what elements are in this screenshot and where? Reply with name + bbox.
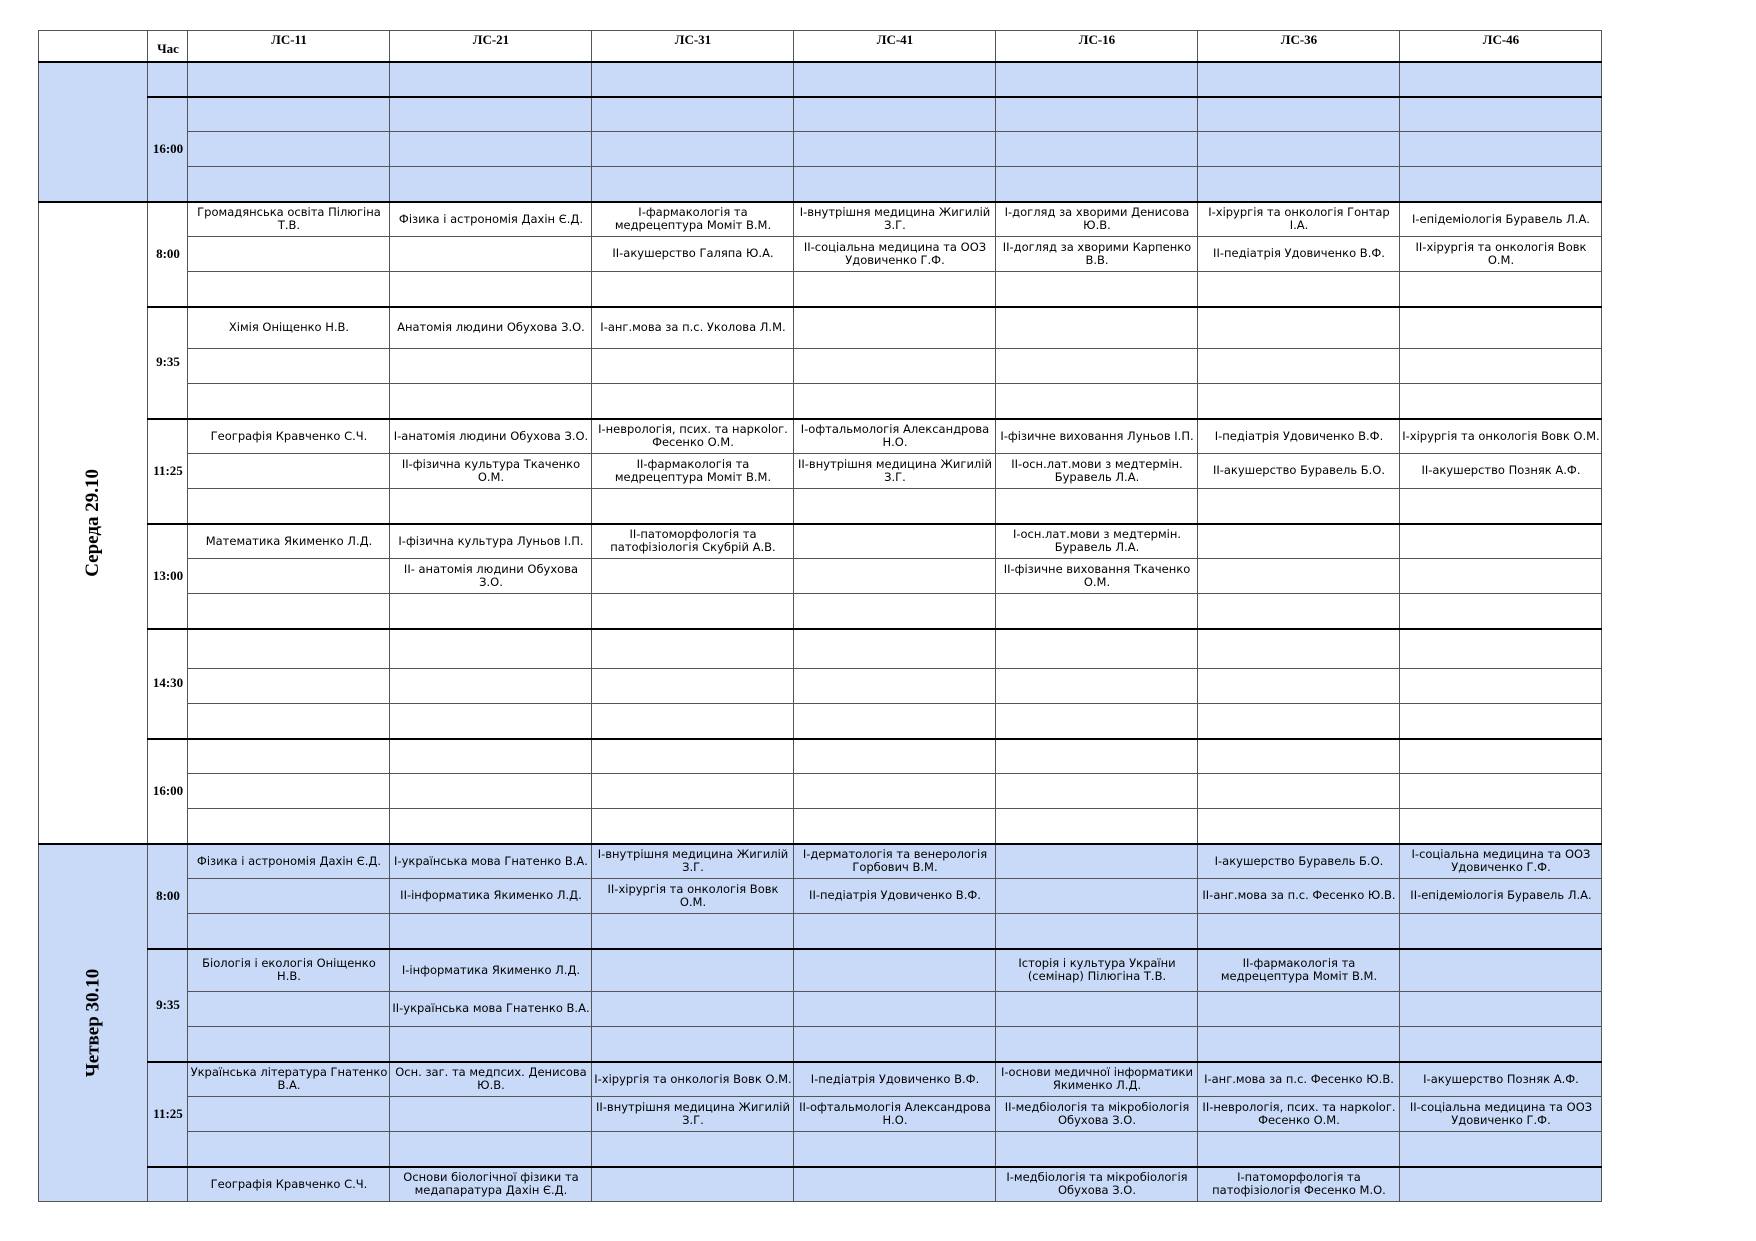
lesson-cell: ІІ-хірургія та онкологія Вовк О.М. bbox=[592, 879, 794, 914]
lesson-cell bbox=[996, 879, 1198, 914]
table-row bbox=[39, 992, 1602, 1027]
lesson-cell bbox=[794, 949, 996, 992]
table-row bbox=[39, 272, 1602, 307]
lesson-cell bbox=[592, 1167, 794, 1202]
lesson-cell bbox=[1400, 949, 1602, 992]
lesson-cell bbox=[996, 594, 1198, 629]
lesson-cell bbox=[1400, 272, 1602, 307]
day-label: Четвер 30.10 bbox=[82, 968, 104, 1077]
lesson-cell: ІІ-педіатрія Удовиченко В.Ф. bbox=[1198, 237, 1400, 272]
lesson-cell: ІІ-офтальмологія Александрова Н.О. bbox=[794, 1097, 996, 1132]
lesson-cell bbox=[592, 97, 794, 132]
lesson-cell bbox=[188, 774, 390, 809]
day-cell bbox=[39, 844, 148, 1202]
table-row bbox=[39, 669, 1602, 704]
lesson-cell bbox=[794, 349, 996, 384]
lesson-cell bbox=[996, 992, 1198, 1027]
lesson-cell bbox=[794, 272, 996, 307]
lesson-cell bbox=[1198, 307, 1400, 349]
lesson-cell: ІІ-анг.мова за п.с. Фесенко Ю.В. bbox=[1198, 879, 1400, 914]
lesson-cell: І-українська мова Гнатенко В.А. bbox=[390, 844, 592, 879]
table-row bbox=[39, 489, 1602, 524]
lesson-cell bbox=[390, 1132, 592, 1167]
lesson-cell bbox=[592, 1132, 794, 1167]
lesson-cell bbox=[592, 914, 794, 949]
lesson-cell bbox=[592, 704, 794, 739]
lesson-cell: Українська література Гнатенко В.А. bbox=[188, 1062, 390, 1097]
lesson-cell: ІІ- анатомія людини Обухова З.О. bbox=[390, 559, 592, 594]
lesson-cell bbox=[390, 594, 592, 629]
lesson-cell: ІІ-внутрішня медицина Жигилій З.Г. bbox=[592, 1097, 794, 1132]
lesson-cell bbox=[592, 809, 794, 844]
lesson-cell bbox=[1198, 669, 1400, 704]
lesson-cell bbox=[1400, 1132, 1602, 1167]
lesson-cell bbox=[188, 1097, 390, 1132]
lesson-cell: ІІ-догляд за хворими Карпенко В.В. bbox=[996, 237, 1198, 272]
lesson-cell bbox=[390, 97, 592, 132]
lesson-cell: І-неврологія, псих. та наркolог. Фесенко О.М. bbox=[592, 419, 794, 454]
lesson-cell bbox=[1198, 1132, 1400, 1167]
table-row bbox=[39, 384, 1602, 419]
lesson-cell bbox=[1400, 62, 1602, 97]
lesson-cell bbox=[390, 237, 592, 272]
lesson-cell bbox=[1400, 524, 1602, 559]
lesson-cell: ІІ-акушерство Позняк А.Ф. bbox=[1400, 454, 1602, 489]
lesson-cell bbox=[996, 1027, 1198, 1062]
table-row bbox=[39, 524, 1602, 559]
lesson-cell bbox=[390, 914, 592, 949]
group-header: ЛС-41 bbox=[794, 31, 996, 62]
table-row bbox=[39, 629, 1602, 669]
lesson-cell: І-патоморфологія та патофізіологія Фесенко М.О. bbox=[1198, 1167, 1400, 1202]
lesson-cell: ІІ-педіатрія Удовиченко В.Ф. bbox=[794, 879, 996, 914]
time-cell: 14:30 bbox=[148, 629, 188, 739]
lesson-cell bbox=[1400, 132, 1602, 167]
lesson-cell bbox=[996, 349, 1198, 384]
day-header bbox=[39, 31, 148, 62]
lesson-cell: І-фізичне виховання Луньов І.П. bbox=[996, 419, 1198, 454]
lesson-cell: І-педіатрія Удовиченко В.Ф. bbox=[794, 1062, 996, 1097]
lesson-cell: І-фізична культура Луньов І.П. bbox=[390, 524, 592, 559]
lesson-cell bbox=[390, 704, 592, 739]
lesson-cell: І-медбіологія та мікробіологія Обухова З.О. bbox=[996, 1167, 1198, 1202]
table-row bbox=[39, 132, 1602, 167]
lesson-cell bbox=[1198, 97, 1400, 132]
lesson-cell bbox=[188, 739, 390, 774]
lesson-cell bbox=[996, 669, 1198, 704]
lesson-cell bbox=[390, 739, 592, 774]
lesson-cell: Осн. заг. та медпсих. Денисова Ю.В. bbox=[390, 1062, 592, 1097]
time-cell: 9:35 bbox=[148, 949, 188, 1062]
lesson-cell: ІІ-хірургія та онкологія Вовк О.М. bbox=[1400, 237, 1602, 272]
time-cell: 11:25 bbox=[148, 419, 188, 524]
lesson-cell bbox=[592, 132, 794, 167]
lesson-cell bbox=[794, 594, 996, 629]
table-row bbox=[39, 349, 1602, 384]
lesson-cell bbox=[996, 914, 1198, 949]
lesson-cell bbox=[996, 97, 1198, 132]
lesson-cell: І-офтальмологія Александрова Н.О. bbox=[794, 419, 996, 454]
table-row bbox=[39, 419, 1602, 454]
lesson-cell: І-анатомія людини Обухова З.О. bbox=[390, 419, 592, 454]
lesson-cell bbox=[794, 132, 996, 167]
lesson-cell: І-основи медичної інформатики Якименко Л.Д. bbox=[996, 1062, 1198, 1097]
table-row bbox=[39, 844, 1602, 879]
lesson-cell bbox=[1198, 167, 1400, 202]
lesson-cell bbox=[188, 809, 390, 844]
lesson-cell: Математика Якименко Л.Д. bbox=[188, 524, 390, 559]
table-row bbox=[39, 97, 1602, 132]
lesson-cell: І-акушерство Позняк А.Ф. bbox=[1400, 1062, 1602, 1097]
lesson-cell bbox=[1400, 594, 1602, 629]
lesson-cell: І-внутрішня медицина Жигилій З.Г. bbox=[794, 202, 996, 237]
lesson-cell bbox=[188, 132, 390, 167]
lesson-cell bbox=[592, 167, 794, 202]
lesson-cell bbox=[390, 774, 592, 809]
lesson-cell: І-анг.мова за п.с. Уколова Л.М. bbox=[592, 307, 794, 349]
lesson-cell bbox=[1198, 524, 1400, 559]
lesson-cell bbox=[996, 774, 1198, 809]
lesson-cell bbox=[188, 559, 390, 594]
lesson-cell bbox=[188, 97, 390, 132]
lesson-cell: Географія Кравченко С.Ч. bbox=[188, 419, 390, 454]
lesson-cell: І-хірургія та онкологія Вовк О.М. bbox=[1400, 419, 1602, 454]
lesson-cell bbox=[996, 739, 1198, 774]
lesson-cell bbox=[390, 809, 592, 844]
lesson-cell bbox=[188, 237, 390, 272]
group-header: ЛС-16 bbox=[996, 31, 1198, 62]
lesson-cell bbox=[390, 62, 592, 97]
lesson-cell bbox=[592, 384, 794, 419]
lesson-cell bbox=[794, 1027, 996, 1062]
table-row bbox=[39, 914, 1602, 949]
time-cell bbox=[148, 1167, 188, 1202]
time-cell: 16:00 bbox=[148, 97, 188, 202]
lesson-cell: І-внутрішня медицина Жигилій З.Г. bbox=[592, 844, 794, 879]
lesson-cell bbox=[188, 914, 390, 949]
lesson-cell bbox=[188, 272, 390, 307]
lesson-cell bbox=[1198, 62, 1400, 97]
header-row bbox=[39, 31, 1602, 62]
lesson-cell: І-хірургія та онкологія Вовк О.М. bbox=[592, 1062, 794, 1097]
lesson-cell bbox=[1198, 739, 1400, 774]
lesson-cell: ІІ-українська мова Гнатенко В.А. bbox=[390, 992, 592, 1027]
lesson-cell: ІІ-внутрішня медицина Жигилій З.Г. bbox=[794, 454, 996, 489]
lesson-cell bbox=[188, 1027, 390, 1062]
lesson-cell bbox=[592, 559, 794, 594]
lesson-cell bbox=[794, 992, 996, 1027]
lesson-cell bbox=[1198, 914, 1400, 949]
lesson-cell bbox=[996, 132, 1198, 167]
lesson-cell bbox=[1198, 629, 1400, 669]
time-cell: 13:00 bbox=[148, 524, 188, 629]
schedule-body bbox=[39, 62, 1602, 1202]
day-cell bbox=[39, 202, 148, 844]
lesson-cell bbox=[996, 307, 1198, 349]
lesson-cell: ІІ-соціальна медицина та ООЗ Удовиченко Г.Ф. bbox=[794, 237, 996, 272]
lesson-cell: І-інформатика Якименко Л.Д. bbox=[390, 949, 592, 992]
lesson-cell bbox=[794, 1132, 996, 1167]
lesson-cell bbox=[1198, 349, 1400, 384]
group-header: ЛС-36 bbox=[1198, 31, 1400, 62]
lesson-cell bbox=[794, 524, 996, 559]
lesson-cell bbox=[592, 774, 794, 809]
table-row bbox=[39, 1027, 1602, 1062]
lesson-cell bbox=[390, 132, 592, 167]
lesson-cell bbox=[188, 992, 390, 1027]
table-row bbox=[39, 237, 1602, 272]
table-row bbox=[39, 879, 1602, 914]
table-row bbox=[39, 594, 1602, 629]
lesson-cell: Основи біологічної фізики та медапаратура Дахін Є.Д. bbox=[390, 1167, 592, 1202]
lesson-cell bbox=[592, 1027, 794, 1062]
time-cell: 11:25 bbox=[148, 1062, 188, 1167]
lesson-cell bbox=[1198, 704, 1400, 739]
lesson-cell bbox=[390, 1097, 592, 1132]
lesson-cell bbox=[1400, 97, 1602, 132]
lesson-cell: ІІ-фізичне виховання Ткаченко О.М. bbox=[996, 559, 1198, 594]
lesson-cell bbox=[390, 384, 592, 419]
time-cell: 8:00 bbox=[148, 202, 188, 307]
lesson-cell bbox=[390, 669, 592, 704]
lesson-cell bbox=[794, 914, 996, 949]
table-row bbox=[39, 809, 1602, 844]
lesson-cell bbox=[1400, 489, 1602, 524]
time-cell: 16:00 bbox=[148, 739, 188, 844]
lesson-cell bbox=[1198, 384, 1400, 419]
lesson-cell bbox=[1400, 349, 1602, 384]
lesson-cell: ІІ-інформатика Якименко Л.Д. bbox=[390, 879, 592, 914]
lesson-cell bbox=[794, 669, 996, 704]
lesson-cell: Фізика і астрономія Дахін Є.Д. bbox=[188, 844, 390, 879]
table-row bbox=[39, 62, 1602, 97]
lesson-cell bbox=[996, 62, 1198, 97]
lesson-cell: ІІ-фармакологія та медрецептура Моміт В.М. bbox=[592, 454, 794, 489]
schedule-table bbox=[38, 30, 1602, 1202]
lesson-cell: ІІ-патоморфологія та патофізіологія Скубрій А.В. bbox=[592, 524, 794, 559]
lesson-cell: ІІ-медбіологія та мікробіологія Обухова З.О. bbox=[996, 1097, 1198, 1132]
table-row bbox=[39, 1062, 1602, 1097]
table-row bbox=[39, 307, 1602, 349]
time-cell: 8:00 bbox=[148, 844, 188, 949]
lesson-cell bbox=[794, 559, 996, 594]
lesson-cell: ІІ-фармакологія та медрецептура Моміт В.М. bbox=[1198, 949, 1400, 992]
lesson-cell bbox=[188, 454, 390, 489]
lesson-cell bbox=[794, 97, 996, 132]
lesson-cell bbox=[996, 384, 1198, 419]
lesson-cell bbox=[592, 272, 794, 307]
lesson-cell bbox=[188, 629, 390, 669]
lesson-cell bbox=[1400, 167, 1602, 202]
lesson-cell bbox=[1198, 559, 1400, 594]
table-row bbox=[39, 774, 1602, 809]
lesson-cell bbox=[390, 1027, 592, 1062]
lesson-cell bbox=[592, 992, 794, 1027]
lesson-cell bbox=[794, 1167, 996, 1202]
lesson-cell bbox=[1198, 272, 1400, 307]
lesson-cell bbox=[390, 272, 592, 307]
lesson-cell: Фізика і астрономія Дахін Є.Д. bbox=[390, 202, 592, 237]
lesson-cell bbox=[1400, 914, 1602, 949]
lesson-cell bbox=[188, 167, 390, 202]
lesson-cell bbox=[592, 629, 794, 669]
lesson-cell bbox=[794, 629, 996, 669]
lesson-cell bbox=[592, 594, 794, 629]
table-row bbox=[39, 167, 1602, 202]
lesson-cell bbox=[188, 62, 390, 97]
group-header: ЛС-21 bbox=[390, 31, 592, 62]
lesson-cell bbox=[1400, 669, 1602, 704]
table-row bbox=[39, 454, 1602, 489]
lesson-cell bbox=[1198, 489, 1400, 524]
lesson-cell bbox=[1198, 992, 1400, 1027]
lesson-cell bbox=[592, 489, 794, 524]
lesson-cell bbox=[390, 629, 592, 669]
lesson-cell: І-акушерство Буравель Б.О. bbox=[1198, 844, 1400, 879]
table-row bbox=[39, 739, 1602, 774]
lesson-cell bbox=[592, 349, 794, 384]
lesson-cell: І-осн.лат.мови з медтермін. Буравель Л.А. bbox=[996, 524, 1198, 559]
lesson-cell bbox=[794, 62, 996, 97]
lesson-cell: ІІ-соціальна медицина та ООЗ Удовиченко Г.Ф. bbox=[1400, 1097, 1602, 1132]
lesson-cell bbox=[1400, 774, 1602, 809]
lesson-cell bbox=[188, 384, 390, 419]
table-row bbox=[39, 202, 1602, 237]
lesson-cell bbox=[592, 949, 794, 992]
lesson-cell: ІІ-акушерство Галяпа Ю.А. bbox=[592, 237, 794, 272]
lesson-cell bbox=[592, 62, 794, 97]
lesson-cell bbox=[996, 809, 1198, 844]
lesson-cell bbox=[1400, 629, 1602, 669]
lesson-cell bbox=[188, 669, 390, 704]
lesson-cell: ІІ-акушерство Буравель Б.О. bbox=[1198, 454, 1400, 489]
lesson-cell bbox=[188, 489, 390, 524]
lesson-cell: Історія і культура України (семінар) Пілюгіна Т.В. bbox=[996, 949, 1198, 992]
lesson-cell bbox=[1198, 774, 1400, 809]
group-header: ЛС-46 bbox=[1400, 31, 1602, 62]
time-cell: 9:35 bbox=[148, 307, 188, 419]
lesson-cell: Хімія Оніщенко Н.В. bbox=[188, 307, 390, 349]
lesson-cell: ІІ-фізична культура Ткаченко О.М. bbox=[390, 454, 592, 489]
lesson-cell bbox=[794, 774, 996, 809]
lesson-cell: Громадянська освіта Пілюгіна Т.В. bbox=[188, 202, 390, 237]
lesson-cell bbox=[1198, 809, 1400, 844]
group-header: ЛС-31 bbox=[592, 31, 794, 62]
lesson-cell bbox=[794, 809, 996, 844]
lesson-cell bbox=[1400, 307, 1602, 349]
lesson-cell: І-догляд за хворими Денисова Ю.В. bbox=[996, 202, 1198, 237]
lesson-cell bbox=[996, 272, 1198, 307]
lesson-cell bbox=[794, 739, 996, 774]
lesson-cell bbox=[794, 167, 996, 202]
lesson-cell: ІІ-неврологія, псих. та наркolог. Фесенко О.М. bbox=[1198, 1097, 1400, 1132]
lesson-cell bbox=[1198, 594, 1400, 629]
lesson-cell bbox=[996, 1132, 1198, 1167]
lesson-cell: Біологія і екологія Оніщенко Н.В. bbox=[188, 949, 390, 992]
lesson-cell bbox=[592, 739, 794, 774]
table-row bbox=[39, 949, 1602, 992]
hour-header: Час bbox=[148, 31, 188, 62]
lesson-cell: І-фармакологія та медрецептура Моміт В.М. bbox=[592, 202, 794, 237]
table-row bbox=[39, 1167, 1602, 1202]
lesson-cell bbox=[188, 349, 390, 384]
table-row bbox=[39, 1132, 1602, 1167]
lesson-cell bbox=[794, 384, 996, 419]
lesson-cell bbox=[1400, 1167, 1602, 1202]
lesson-cell: І-анг.мова за п.с. Фесенко Ю.В. bbox=[1198, 1062, 1400, 1097]
lesson-cell bbox=[390, 167, 592, 202]
lesson-cell bbox=[996, 704, 1198, 739]
table-row bbox=[39, 559, 1602, 594]
time-cell bbox=[148, 62, 188, 97]
lesson-cell bbox=[188, 879, 390, 914]
lesson-cell: І-епідеміологія Буравель Л.А. bbox=[1400, 202, 1602, 237]
table-row bbox=[39, 704, 1602, 739]
lesson-cell bbox=[188, 594, 390, 629]
lesson-cell bbox=[1198, 1027, 1400, 1062]
lesson-cell bbox=[996, 844, 1198, 879]
lesson-cell bbox=[1198, 132, 1400, 167]
lesson-cell: І-педіатрія Удовиченко В.Ф. bbox=[1198, 419, 1400, 454]
lesson-cell: Географія Кравченко С.Ч. bbox=[188, 1167, 390, 1202]
lesson-cell bbox=[390, 349, 592, 384]
lesson-cell bbox=[1400, 1027, 1602, 1062]
day-cell bbox=[39, 62, 148, 202]
lesson-cell: І-дерматологія та венерологія Горбович В.М. bbox=[794, 844, 996, 879]
lesson-cell: ІІ-епідеміологія Буравель Л.А. bbox=[1400, 879, 1602, 914]
lesson-cell bbox=[1400, 559, 1602, 594]
lesson-cell bbox=[188, 1132, 390, 1167]
table-row bbox=[39, 1097, 1602, 1132]
lesson-cell bbox=[794, 489, 996, 524]
lesson-cell bbox=[996, 489, 1198, 524]
lesson-cell bbox=[794, 307, 996, 349]
lesson-cell bbox=[996, 629, 1198, 669]
lesson-cell bbox=[1400, 739, 1602, 774]
day-label: Середа 29.10 bbox=[82, 468, 104, 577]
lesson-cell bbox=[1400, 809, 1602, 844]
lesson-cell bbox=[794, 704, 996, 739]
lesson-cell bbox=[996, 167, 1198, 202]
lesson-cell bbox=[592, 669, 794, 704]
lesson-cell bbox=[1400, 384, 1602, 419]
lesson-cell bbox=[390, 489, 592, 524]
lesson-cell bbox=[188, 704, 390, 739]
lesson-cell: Анатомія людини Обухова З.О. bbox=[390, 307, 592, 349]
lesson-cell bbox=[1400, 704, 1602, 739]
lesson-cell: І-хірургія та онкологія Гонтар І.А. bbox=[1198, 202, 1400, 237]
lesson-cell bbox=[1400, 992, 1602, 1027]
group-header: ЛС-11 bbox=[188, 31, 390, 62]
lesson-cell: ІІ-осн.лат.мови з медтермін. Буравель Л.А. bbox=[996, 454, 1198, 489]
lesson-cell: І-соціальна медицина та ООЗ Удовиченко Г.Ф. bbox=[1400, 844, 1602, 879]
